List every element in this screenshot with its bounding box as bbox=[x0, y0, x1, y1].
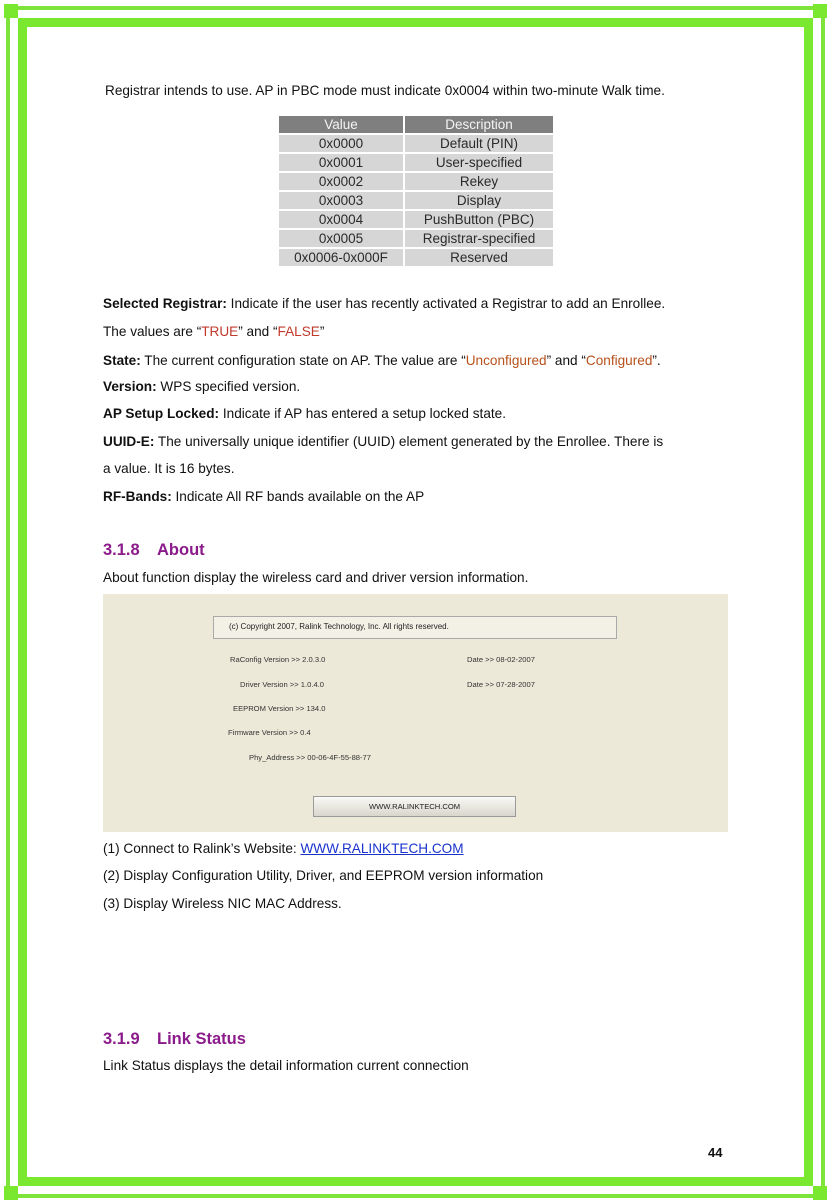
about-section-number: 3.1.8 bbox=[103, 541, 140, 559]
selected-registrar-paragraph bbox=[103, 296, 665, 312]
about-list-item-2: (2) Display Configuration Utility, Driver, and EEPROM version information bbox=[103, 868, 544, 883]
table-cell: 0x0001 bbox=[278, 153, 404, 172]
values-suffix: ” bbox=[319, 324, 325, 339]
state-paragraph bbox=[103, 353, 661, 369]
version-label: Version: bbox=[103, 379, 157, 394]
about-heading bbox=[103, 541, 205, 560]
table-cell: 0x0006-0x000F bbox=[278, 248, 404, 267]
selected-registrar-text: Indicate if the user has recently activated a Registrar to add an Enrollee. bbox=[226, 296, 666, 311]
website-button[interactable]: WWW.RALINKTECH.COM bbox=[313, 796, 516, 817]
table-row bbox=[278, 210, 554, 229]
firmware-version: Firmware Version >> 0.4 bbox=[228, 728, 311, 737]
state-configured: Configured bbox=[585, 353, 653, 368]
state-label: State: bbox=[103, 353, 141, 368]
page-number: 44 bbox=[708, 1145, 723, 1160]
about-screenshot bbox=[103, 594, 728, 832]
uuid-paragraph-continued: a value. It is 16 bytes. bbox=[103, 461, 235, 476]
table-cell: 0x0003 bbox=[278, 191, 404, 210]
rf-bands-paragraph bbox=[103, 489, 424, 505]
state-mid: ” and “ bbox=[546, 353, 586, 368]
table-cell: Registrar-specified bbox=[404, 229, 554, 248]
state-text: The current configuration state on AP. The value are “ bbox=[140, 353, 466, 368]
link-status-description: Link Status displays the detail information current connection bbox=[103, 1058, 469, 1073]
value-true: TRUE bbox=[201, 324, 239, 339]
table-row bbox=[278, 248, 554, 267]
intro-line: Registrar intends to use. AP in PBC mode must indicate 0x0004 within two-minute Walk time. bbox=[105, 83, 665, 98]
uuid-text: The universally unique identifier (UUID) element generated by the Enrollee. There is bbox=[154, 434, 664, 449]
rf-bands-text: Indicate All RF bands available on the AP bbox=[171, 489, 425, 504]
table-cell: 0x0000 bbox=[278, 134, 404, 153]
column-header-description: Description bbox=[404, 115, 554, 134]
table-cell: 0x0004 bbox=[278, 210, 404, 229]
frame-corner bbox=[813, 1186, 827, 1200]
raconfig-version: RaConfig Version >> 2.0.3.0 bbox=[230, 655, 326, 664]
selected-registrar-label: Selected Registrar: bbox=[103, 296, 227, 311]
frame-corner bbox=[4, 1186, 18, 1200]
ralink-website-link[interactable]: WWW.RALINKTECH.COM bbox=[300, 841, 464, 856]
uuid-label: UUID-E: bbox=[103, 434, 155, 449]
table-row bbox=[278, 172, 554, 191]
table-cell: User-specified bbox=[404, 153, 554, 172]
raconfig-date: Date >> 08-02-2007 bbox=[467, 655, 535, 664]
about-description: About function display the wireless card and driver version information. bbox=[103, 570, 529, 585]
link-status-heading bbox=[103, 1030, 246, 1049]
table-cell: Display bbox=[404, 191, 554, 210]
about-list-item-1-text: (1) Connect to Ralink’s Website: bbox=[103, 841, 301, 856]
state-unconfigured: Unconfigured bbox=[465, 353, 547, 368]
config-methods-table bbox=[277, 114, 555, 268]
version-paragraph bbox=[103, 379, 300, 395]
eeprom-version: EEPROM Version >> 134.0 bbox=[233, 704, 326, 713]
about-section-title: About bbox=[157, 541, 205, 559]
frame-corner bbox=[813, 4, 827, 18]
column-header-value: Value bbox=[278, 115, 404, 134]
copyright-box: (c) Copyright 2007, Ralink Technology, Inc. All rights reserved. bbox=[213, 616, 617, 639]
table-cell: Default (PIN) bbox=[404, 134, 554, 153]
state-suffix: ”. bbox=[652, 353, 661, 368]
table-cell: PushButton (PBC) bbox=[404, 210, 554, 229]
table-header-row bbox=[278, 115, 554, 134]
about-list-item-1 bbox=[103, 841, 464, 857]
link-status-section-number: 3.1.9 bbox=[103, 1030, 140, 1048]
about-list-item-3: (3) Display Wireless NIC MAC Address. bbox=[103, 896, 342, 911]
values-prefix: The values are “ bbox=[103, 324, 202, 339]
version-text: WPS specified version. bbox=[156, 379, 301, 394]
rf-bands-label: RF-Bands: bbox=[103, 489, 172, 504]
table-cell: 0x0002 bbox=[278, 172, 404, 191]
ap-setup-text: Indicate if AP has entered a setup locked state. bbox=[219, 406, 506, 421]
frame-corner bbox=[4, 4, 18, 18]
table-cell: Reserved bbox=[404, 248, 554, 267]
values-line bbox=[103, 324, 324, 340]
driver-version: Driver Version >> 1.0.4.0 bbox=[240, 680, 324, 689]
table-row bbox=[278, 229, 554, 248]
ap-setup-label: AP Setup Locked: bbox=[103, 406, 220, 421]
phy-address: Phy_Address >> 00-06-4F-55-88-77 bbox=[249, 753, 371, 762]
values-mid: ” and “ bbox=[238, 324, 278, 339]
table-cell: Rekey bbox=[404, 172, 554, 191]
table-row bbox=[278, 191, 554, 210]
uuid-paragraph bbox=[103, 434, 663, 450]
ap-setup-paragraph bbox=[103, 406, 506, 422]
table-row bbox=[278, 134, 554, 153]
driver-date: Date >> 07-28-2007 bbox=[467, 680, 535, 689]
table-cell: 0x0005 bbox=[278, 229, 404, 248]
value-false: FALSE bbox=[277, 324, 320, 339]
link-status-section-title: Link Status bbox=[157, 1030, 246, 1048]
table-row bbox=[278, 153, 554, 172]
